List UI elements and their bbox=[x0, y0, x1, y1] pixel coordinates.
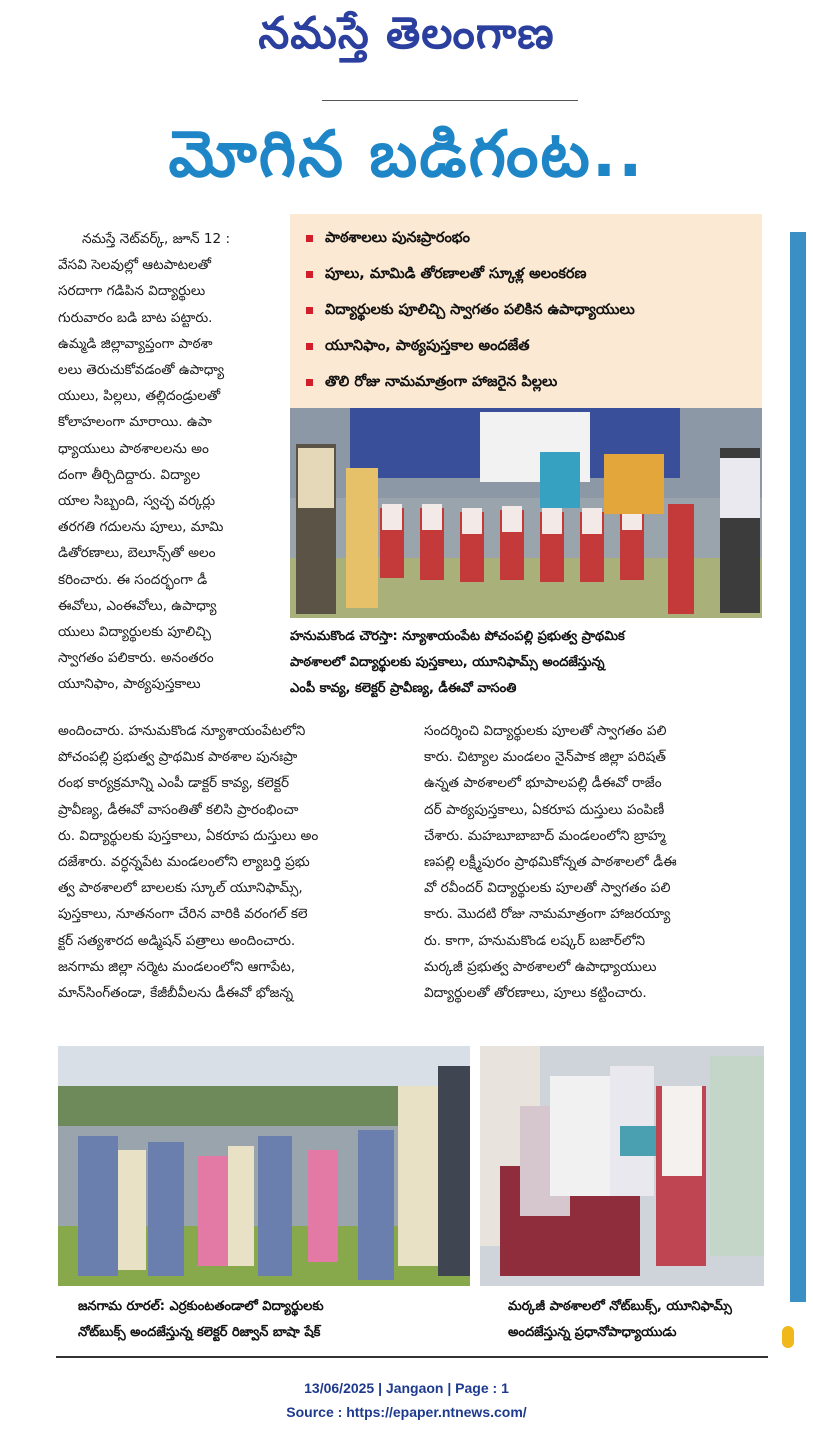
footer-source-line[interactable]: Source : https://epaper.ntnews.com/ bbox=[286, 1404, 527, 1420]
text-line: కారు. చిట్యాల మండలం నైన్‌పాక జిల్లా పరిషత్ bbox=[424, 749, 666, 766]
bottom-left-photo-caption bbox=[78, 1294, 324, 1346]
highlight-item bbox=[306, 230, 470, 250]
article-column-3 bbox=[424, 718, 776, 1006]
article-headline: మోగిన బడిగంట.. bbox=[168, 118, 645, 192]
page-edge-marker-icon bbox=[782, 1326, 794, 1348]
text-line: కారు. మొదటి రోజు నామమాత్రంగా హాజరయ్యా bbox=[424, 906, 671, 923]
text-line: క్టర్ సత్యశారద అడ్మిషన్ పత్రాలు అందించారు. bbox=[58, 932, 296, 949]
footer-date-line: 13/06/2025 | Jangaon | Page : 1 bbox=[304, 1380, 509, 1396]
text-line: రంభ కార్యక్రమాన్ని ఎంపీ డాక్టర్ కావ్య, కలెక్టర్ bbox=[58, 775, 290, 792]
highlight-item bbox=[306, 374, 557, 394]
highlight-item bbox=[306, 266, 586, 286]
text-line: వేసవి సెలవుల్లో ఆటపాటలతో bbox=[58, 257, 212, 274]
text-line: ధ్యాయులు పాఠశాలలను అం bbox=[58, 440, 209, 457]
highlight-item bbox=[306, 338, 530, 358]
text-line: యులు, పిల్లలు, తల్లిదండ్రులతో bbox=[58, 388, 221, 405]
text-line: ఉమ్మడి జిల్లావ్యాప్తంగా పాఠశా bbox=[58, 335, 213, 352]
text-line: డితోరణాలు, బెలూన్స్‌తో అలం bbox=[58, 545, 216, 562]
highlight-text: పూలు, మామిడి తోరణాలతో స్కూళ్ల అలంకరణ bbox=[325, 266, 587, 282]
main-news-photo bbox=[290, 408, 762, 618]
text-line: జనగామ జిల్లా నర్మెట మండలంలోని ఆగాపేట, bbox=[58, 958, 296, 975]
article-column-2 bbox=[58, 718, 408, 1006]
text-line: గురువారం బడి బాట పట్టారు. bbox=[58, 309, 213, 326]
text-line: యూనిఫాం, పాఠ్యపుస్తకాలు bbox=[58, 676, 201, 693]
caption-line: నోట్‌బుక్స్ అందజేస్తున్న కలెక్టర్ రిజ్వాన్ బాషా షేక్ bbox=[78, 1325, 321, 1340]
text-line: వో రవీందర్ విద్యార్థులకు పూలతో స్వాగతం పలి bbox=[424, 880, 671, 897]
bullet-marker-icon bbox=[306, 271, 313, 278]
masthead-rule bbox=[322, 100, 578, 101]
text-line: విద్యార్థులతో తోరణాలు, పూలు కట్టించారు. bbox=[424, 985, 647, 1002]
text-line: ప్రావీణ్య, డీఈవో వాసంతితో కలిసి ప్రారంభించా bbox=[58, 801, 299, 818]
bullet-marker-icon bbox=[306, 343, 313, 350]
text-line: యులు విద్యార్థులకు పూలిచ్చి bbox=[58, 624, 212, 641]
text-line: అందించారు. హనుమకొండ న్యూశాయంపేటలోని bbox=[58, 723, 306, 739]
bottom-right-photo-caption bbox=[508, 1294, 732, 1346]
main-photo-caption bbox=[290, 624, 625, 702]
bullet-marker-icon bbox=[306, 235, 313, 242]
bottom-right-news-photo bbox=[480, 1046, 764, 1286]
text-line: స్వాగతం పలికారు. అనంతరం bbox=[58, 650, 214, 667]
text-line: నమస్తే నెట్‌వర్క్, జూన్ 12 : bbox=[82, 231, 231, 247]
text-line: రు. కాగా, హనుమకొండ లష్కర్ బజార్‌లోని bbox=[424, 932, 646, 949]
highlight-text: విద్యార్థులకు పూలిచ్చి స్వాగతం పలికిన ఉపాధ్యాయులు bbox=[325, 302, 635, 318]
caption-line: మర్కజీ పాఠశాలలో నోట్‌బుక్స్, యూనిఫామ్స్ bbox=[508, 1299, 732, 1314]
caption-line: జనగామ రూరల్: ఎర్రకుంటతండాలో విద్యార్థులకు bbox=[78, 1299, 324, 1314]
newspaper-masthead: నమస్తే తెలంగాణ bbox=[258, 8, 555, 59]
caption-line: హనుమకొండ చౌరస్తా: న్యూశాయంపేట పోచంపల్లి ప్రభుత్వ ప్రాథమిక bbox=[290, 629, 625, 644]
bullet-marker-icon bbox=[306, 379, 313, 386]
article-column-1 bbox=[58, 226, 284, 698]
highlight-text: తొలి రోజు నామమాత్రంగా హాజరైన పిల్లలు bbox=[325, 374, 558, 390]
text-line: మర్కజీ ప్రభుత్వ పాఠశాలలో ఉపాధ్యాయులు bbox=[424, 958, 657, 975]
text-line: సరదాగా గడిపిన విద్యార్థులు bbox=[58, 283, 206, 300]
text-line: తరగతి గదులను పూలు, మామి bbox=[58, 519, 224, 536]
text-line: సందర్శించి విద్యార్థులకు పూలతో స్వాగతం పలి bbox=[424, 723, 667, 739]
text-line: పుస్తకాలు, నూతనంగా చేరిన వారికి వరంగల్ కలె bbox=[58, 906, 308, 923]
text-line: కోలాహలంగా మారాయి. ఉపా bbox=[58, 414, 212, 431]
text-line: పోచంపల్లి ప్రభుత్వ ప్రాథమిక పాఠశాల పునఃప్రా bbox=[58, 749, 298, 766]
text-line: కరించారు. ఈ సందర్భంగా డీ bbox=[58, 571, 208, 588]
caption-line: అందజేస్తున్న ప్రధానోపాధ్యాయుడు bbox=[508, 1325, 677, 1340]
page-edge-strip bbox=[788, 232, 810, 1302]
text-line: ణపల్లి లక్ష్మీపురం ప్రాథమికోన్నత పాఠశాలలో డీఈ bbox=[424, 854, 677, 871]
text-line: చేశారు. మహబూబాబాద్ మండలంలోని బ్రాహ్మ bbox=[424, 827, 666, 844]
caption-line: పాఠశాలలో విద్యార్థులకు పుస్తకాలు, యూనిఫామ్స్ అందజేస్తున్న bbox=[290, 655, 605, 670]
highlight-text: యూనిఫాం, పాఠ్యపుస్తకాల అందజేత bbox=[325, 338, 530, 354]
page-bottom-rule bbox=[56, 1356, 768, 1358]
text-line: ఉన్నత పాఠశాలలో భూపాలపల్లి డీఈవో రాజేం bbox=[424, 775, 662, 792]
highlight-item bbox=[306, 302, 635, 322]
bottom-left-news-photo bbox=[58, 1046, 470, 1286]
text-line: దంగా తీర్చిదిద్దారు. విద్యాల bbox=[58, 466, 201, 483]
text-line: యాల సిబ్బంది, స్వచ్ఛ వర్కర్లు bbox=[58, 493, 216, 510]
text-line: త్వ పాఠశాలలో బాలలకు స్కూల్ యూనిఫామ్స్, bbox=[58, 880, 303, 897]
bullet-marker-icon bbox=[306, 307, 313, 314]
text-line: దర్ పాఠ్యపుస్తకాలు, ఏకరూప దుస్తులు పంపిణీ bbox=[424, 801, 665, 818]
caption-line: ఎంపీ కావ్య, కలెక్టర్ ప్రావీణ్య, డీఈవో వాసంతి bbox=[290, 681, 517, 696]
highlight-text: పాఠశాలలు పునఃప్రారంభం bbox=[325, 230, 471, 246]
text-line: ఈవోలు, ఎంఈవోలు, ఉపాధ్యా bbox=[58, 597, 217, 614]
text-line: రు. విద్యార్థులకు పుస్తకాలు, ఏకరూప దుస్తులు అం bbox=[58, 827, 319, 844]
text-line: దజేశారు. వర్ధన్నపేట మండలంలోని ల్యాబర్తి ప్రభు bbox=[58, 854, 310, 871]
text-line: లలు తెరుచుకోవడంతో ఉపాధ్యా bbox=[58, 362, 225, 379]
text-line: మాన్‌సింగ్‌తండా, కేజీబీవీలను డీఈవో భోజన్న bbox=[58, 985, 294, 1002]
